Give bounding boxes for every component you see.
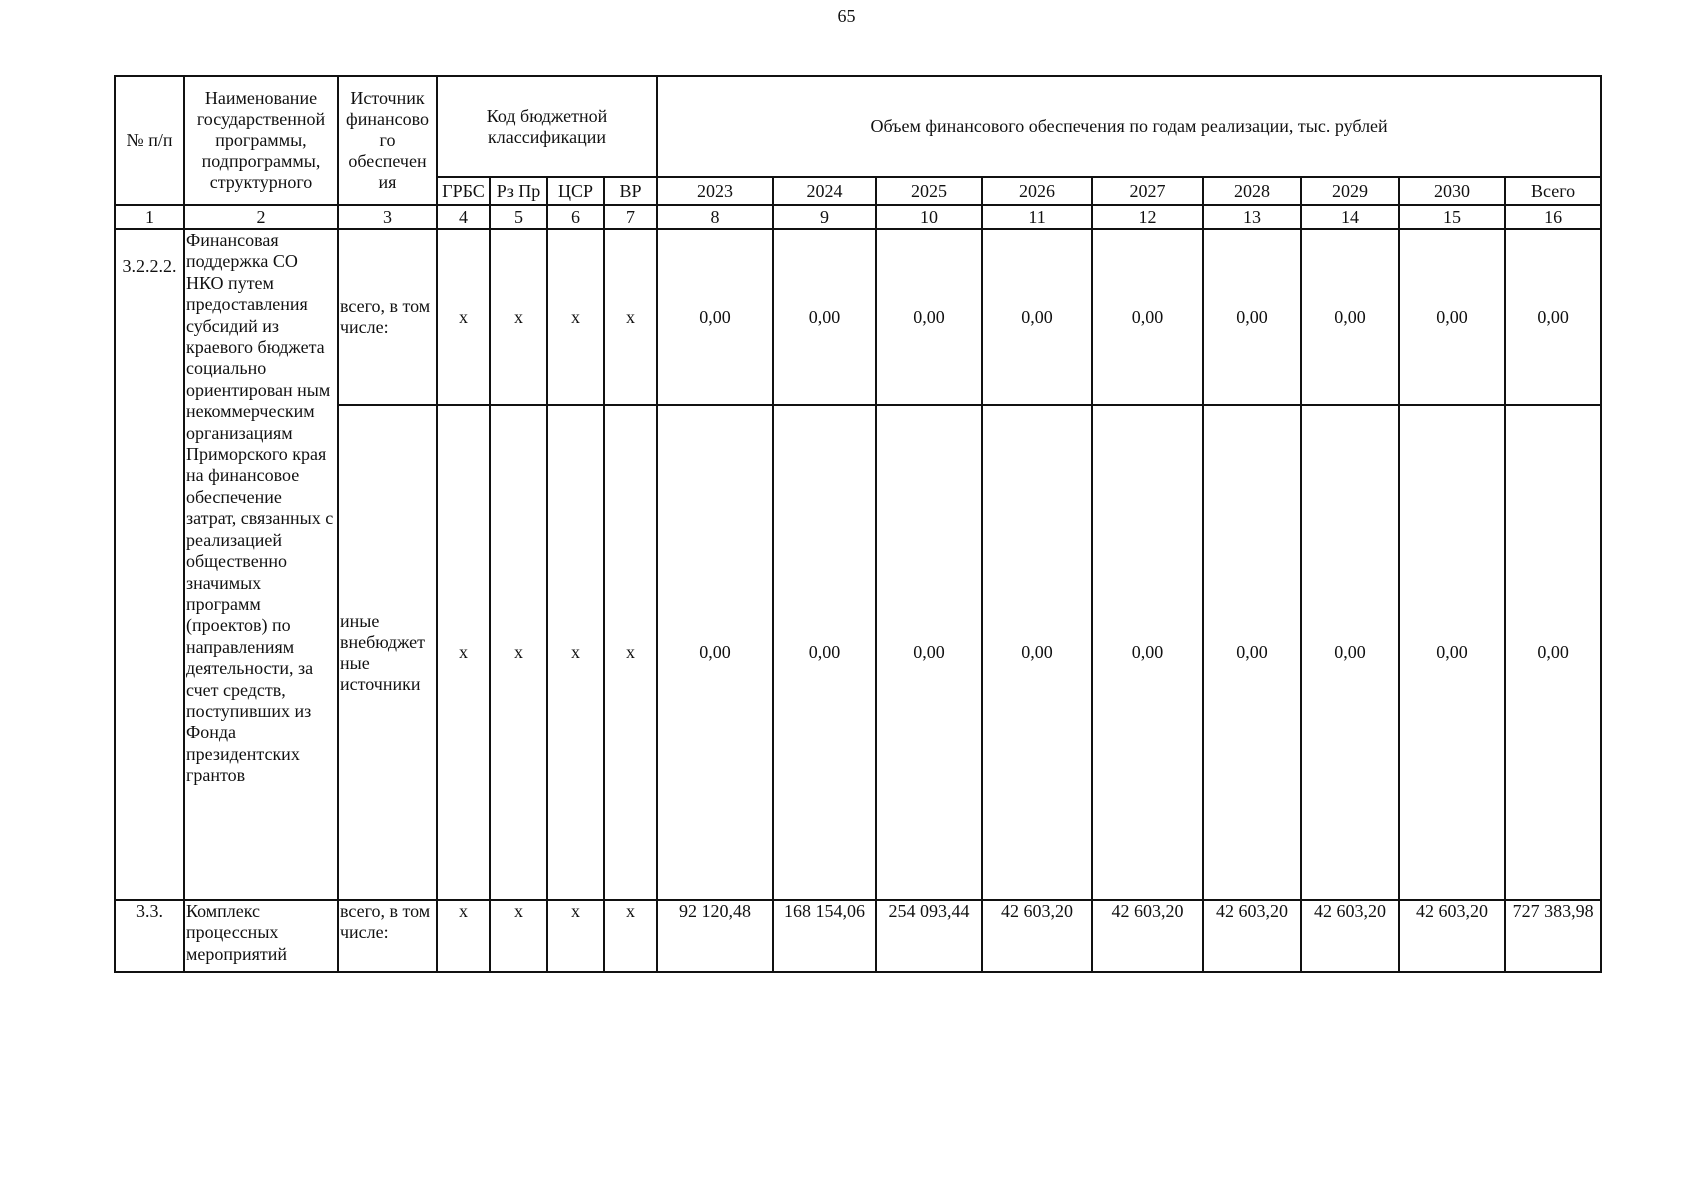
value-total: 0,00 bbox=[1505, 405, 1601, 900]
code-vr: x bbox=[604, 900, 657, 972]
colnum-1: 1 bbox=[115, 205, 184, 229]
row-number: 3.2.2.2. bbox=[115, 229, 184, 900]
header-vr: ВР bbox=[604, 177, 657, 205]
code-grbs: x bbox=[437, 229, 490, 405]
row-source: иные внебюджет ные источники bbox=[338, 405, 437, 900]
header-csr: ЦСР bbox=[547, 177, 604, 205]
page-number: 65 bbox=[837, 6, 856, 26]
value-2025: 254 093,44 bbox=[876, 900, 982, 972]
code-grbs: x bbox=[437, 405, 490, 900]
value-2024: 168 154,06 bbox=[773, 900, 876, 972]
colnum-12: 12 bbox=[1092, 205, 1203, 229]
colnum-8: 8 bbox=[657, 205, 773, 229]
code-vr: x bbox=[604, 229, 657, 405]
header-volume: Объем финансового обеспечения по годам реализации, тыс. рублей bbox=[657, 76, 1601, 177]
value-2030: 42 603,20 bbox=[1399, 900, 1505, 972]
value-2024: 0,00 bbox=[773, 229, 876, 405]
header-kbk: Код бюджетной классификации bbox=[437, 76, 657, 177]
row-number: 3.3. bbox=[115, 900, 184, 972]
code-grbs: x bbox=[437, 900, 490, 972]
value-2028: 0,00 bbox=[1203, 405, 1301, 900]
colnum-13: 13 bbox=[1203, 205, 1301, 229]
header-year-2024: 2024 bbox=[773, 177, 876, 205]
header-year-2028: 2028 bbox=[1203, 177, 1301, 205]
value-2023: 92 120,48 bbox=[657, 900, 773, 972]
colnum-16: 16 bbox=[1505, 205, 1601, 229]
value-2024: 0,00 bbox=[773, 405, 876, 900]
code-rzpr: x bbox=[490, 900, 547, 972]
colnum-6: 6 bbox=[547, 205, 604, 229]
colnum-7: 7 bbox=[604, 205, 657, 229]
value-2027: 42 603,20 bbox=[1092, 900, 1203, 972]
value-2023: 0,00 bbox=[657, 405, 773, 900]
code-csr: x bbox=[547, 405, 604, 900]
value-2030: 0,00 bbox=[1399, 405, 1505, 900]
header-source: Источник финансово го обеспечен ия bbox=[338, 76, 437, 205]
colnum-5: 5 bbox=[490, 205, 547, 229]
row-source: всего, в том числе: bbox=[338, 900, 437, 972]
header-year-2023: 2023 bbox=[657, 177, 773, 205]
header-year-2026: 2026 bbox=[982, 177, 1092, 205]
code-csr: x bbox=[547, 229, 604, 405]
colnum-9: 9 bbox=[773, 205, 876, 229]
value-2027: 0,00 bbox=[1092, 405, 1203, 900]
header-year-2029: 2029 bbox=[1301, 177, 1399, 205]
table-row bbox=[115, 405, 1601, 900]
table-row bbox=[115, 900, 1601, 972]
value-2030: 0,00 bbox=[1399, 229, 1505, 405]
row-name: Финансовая поддержка СО НКО путем предоставления субсидий из краевого бюджета социально ориентирован ным некоммерческим организациям Приморского края на финансовое обеспечение затрат, связанных с реализацией общественно значимых программ (проектов) по направлениям деятельности, за счет средств, поступивших из Фонда президентских грантов bbox=[184, 229, 338, 900]
value-2025: 0,00 bbox=[876, 405, 982, 900]
header-rzpr: Рз Пр bbox=[490, 177, 547, 205]
value-total: 0,00 bbox=[1505, 229, 1601, 405]
header-year-2027: 2027 bbox=[1092, 177, 1203, 205]
column-numbers-row bbox=[115, 205, 1601, 229]
table-row bbox=[115, 229, 1601, 405]
colnum-10: 10 bbox=[876, 205, 982, 229]
colnum-2: 2 bbox=[184, 205, 338, 229]
colnum-14: 14 bbox=[1301, 205, 1399, 229]
colnum-3: 3 bbox=[338, 205, 437, 229]
value-2023: 0,00 bbox=[657, 229, 773, 405]
header-total: Всего bbox=[1505, 177, 1601, 205]
value-2028: 0,00 bbox=[1203, 229, 1301, 405]
value-2029: 42 603,20 bbox=[1301, 900, 1399, 972]
colnum-15: 15 bbox=[1399, 205, 1505, 229]
colnum-11: 11 bbox=[982, 205, 1092, 229]
value-2028: 42 603,20 bbox=[1203, 900, 1301, 972]
code-rzpr: x bbox=[490, 405, 547, 900]
value-2026: 42 603,20 bbox=[982, 900, 1092, 972]
header-row-1 bbox=[115, 76, 1601, 177]
colnum-4: 4 bbox=[437, 205, 490, 229]
row-source: всего, в том числе: bbox=[338, 229, 437, 405]
header-year-2030: 2030 bbox=[1399, 177, 1505, 205]
row-name: Комплекс процессных мероприятий bbox=[184, 900, 338, 972]
value-2029: 0,00 bbox=[1301, 229, 1399, 405]
value-2027: 0,00 bbox=[1092, 229, 1203, 405]
budget-table-wrapper bbox=[114, 75, 1602, 973]
value-2026: 0,00 bbox=[982, 229, 1092, 405]
header-year-2025: 2025 bbox=[876, 177, 982, 205]
code-rzpr: x bbox=[490, 229, 547, 405]
code-vr: x bbox=[604, 405, 657, 900]
value-2026: 0,00 bbox=[982, 405, 1092, 900]
value-2025: 0,00 bbox=[876, 229, 982, 405]
header-grbs: ГРБС bbox=[437, 177, 490, 205]
value-2029: 0,00 bbox=[1301, 405, 1399, 900]
budget-table bbox=[114, 75, 1602, 973]
header-name: Наименование государственной программы, подпрограммы, структурного bbox=[184, 76, 338, 205]
header-num: № п/п bbox=[115, 76, 184, 205]
value-total: 727 383,98 bbox=[1505, 900, 1601, 972]
code-csr: x bbox=[547, 900, 604, 972]
